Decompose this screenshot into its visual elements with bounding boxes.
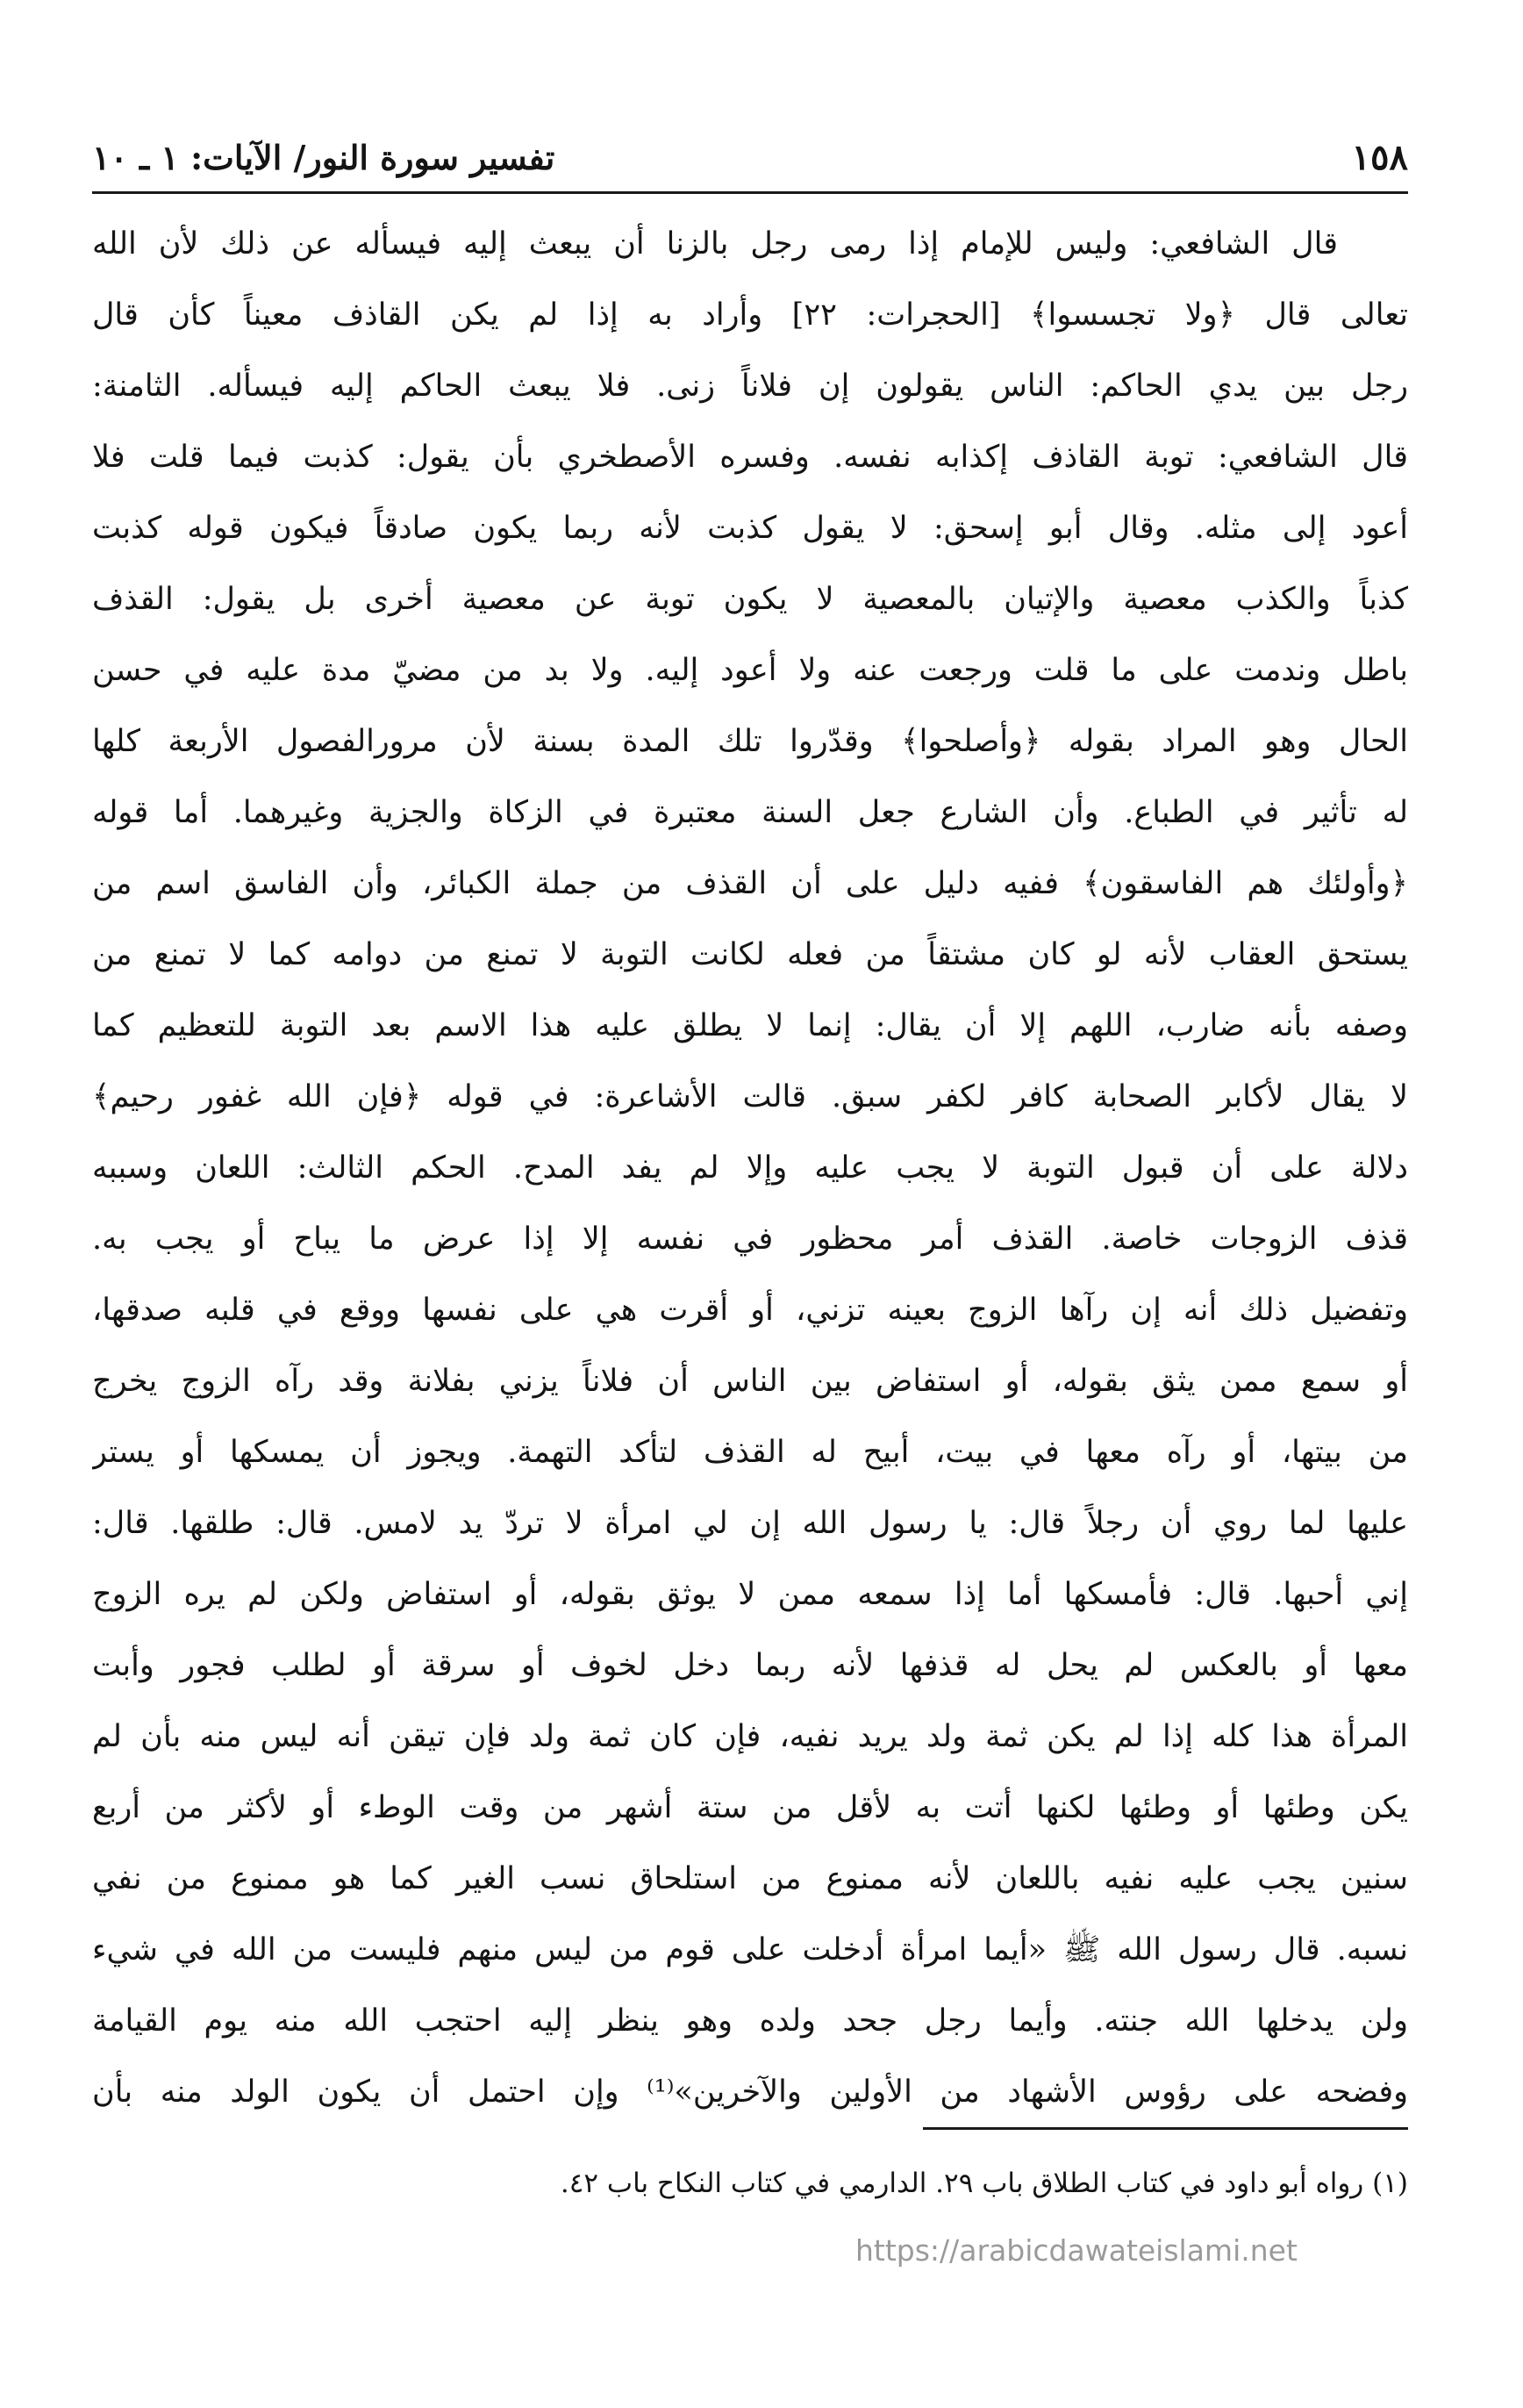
body-text	[92, 209, 1408, 2128]
text-line: يستحق العقاب لأنه لو كان مشتقاً من فعله لكانت التوبة لا تمنع من دوامه كما لا تمنع من	[92, 937, 1408, 972]
text-line: أعود إلى مثله. وقال أبو إسحق: لا يقول كذبت لأنه ربما يكون صادقاً فيكون قوله كذبت	[92, 511, 1408, 546]
text-line: المرأة هذا كله إذا لم يكن ثمة ولد يريد نفيه، فإن كان ثمة ولد فإن تيقن أنه ليس منه بأن لم	[92, 1719, 1408, 1754]
footnote-rule	[923, 2127, 1408, 2130]
text-line: إني أحبها. قال: فأمسكها أما إذا سمعه ممن لا يوثق بقوله، أو استفاض ولكن لم يره الزوج	[92, 1577, 1408, 1612]
text-line: وفضحه على رؤوس الأشهاد من الأولين والآخرين»⁽¹⁾ وإن احتمل أن يكون الولد منه بأن	[92, 2075, 1408, 2110]
text-line: من بيتها، أو رآه معها في بيت، أبيح له القذف لتأكد التهمة. ويجوز أن يمسكها أو يستر	[92, 1435, 1408, 1470]
text-line: ولن يدخلها الله جنته. وأيما رجل جحد ولده وهو ينظر إليه احتجب الله منه يوم القيامة	[92, 2003, 1408, 2039]
text-line: الحال وهو المراد بقوله ﴿وأصلحوا﴾ وقدّروا تلك المدة بسنة لأن مرورالفصول الأربعة كلها	[92, 724, 1408, 759]
text-line: وصفه بأنه ضارب، اللهم إلا أن يقال: إنما لا يطلق عليه هذا الاسم بعد التوبة للتعظيم كما	[92, 1008, 1408, 1043]
text-line: رجل بين يدي الحاكم: الناس يقولون إن فلاناً زنى. فلا يبعث الحاكم إليه فيسأله. الثامنة:	[92, 369, 1408, 404]
page-number: ١٥٨	[1351, 137, 1408, 178]
text-line: باطل وندمت على ما قلت ورجعت عنه ولا أعود إليه. ولا بد من مضيّ مدة عليه في حسن	[92, 653, 1408, 688]
text-line: عليها لما روي أن رجلاً قال: يا رسول الله إن لي امرأة لا تردّ يد لامس. قال: طلقها. قال:	[92, 1506, 1408, 1541]
running-title: تفسير سورة النور/ الآيات: ١ ـ ١٠	[92, 138, 555, 177]
text-line: لا يقال لأكابر الصحابة كافر لكفر سبق. قالت الأشاعرة: في قوله ﴿فإن الله غفور رحيم﴾	[92, 1079, 1408, 1114]
text-line: يكن وطئها أو وطئها لكنها أتت به لأقل من ستة أشهر من وقت الوطء أو لأكثر من أربع	[92, 1790, 1408, 1825]
text-line: قال الشافعي: وليس للإمام إذا رمى رجل بالزنا أن يبعث إليه فيسأله عن ذلك لأن الله	[92, 226, 1338, 262]
footnote: (١) رواه أبو داود في كتاب الطلاق باب ٢٩. الدارمي في كتاب النكاح باب ٤٢.	[560, 2168, 1408, 2199]
text-line: وتفضيل ذلك أنه إن رآها الزوج بعينه تزني، أو أقرت هي على نفسها ووقع في قلبه صدقها،	[92, 1293, 1408, 1328]
text-line: سنين يجب عليه نفيه باللعان لأنه ممنوع من استلحاق نسب الغير كما هو ممنوع من نفي	[92, 1861, 1408, 1896]
text-line: قال الشافعي: توبة القاذف إكذابه نفسه. وفسره الأصطخري بأن يقول: كذبت فيما قلت فلا	[92, 440, 1408, 475]
text-line: أو سمع ممن يثق بقوله، أو استفاض بين الناس أن فلاناً يزني بفلانة وقد رآه الزوج يخرج	[92, 1364, 1408, 1399]
text-line: كذباً والكذب معصية والإتيان بالمعصية لا يكون توبة عن معصية أخرى بل يقول: القذف	[92, 582, 1408, 617]
text-line: نسبه. قال رسول الله ﷺ «أيما امرأة أدخلت على قوم من ليس منهم فليست من الله في شيء	[92, 1932, 1408, 1967]
text-line: ﴿وأولئك هم الفاسقون﴾ ففيه دليل على أن القذف من جملة الكبائر، وأن الفاسق اسم من	[92, 866, 1408, 901]
text-line: قذف الزوجات خاصة. القذف أمر محظور في نفسه إلا إذا عرض ما يباح أو يجب به.	[92, 1222, 1408, 1257]
watermark-url: https://arabicdawateislami.net	[855, 2233, 1298, 2268]
text-line: تعالى قال ﴿ولا تجسسوا﴾ [الحجرات: ٢٢] وأراد به إذا لم يكن القاذف معيناً كأن قال	[92, 297, 1408, 333]
text-line: له تأثير في الطباع. وأن الشارع جعل السنة معتبرة في الزكاة والجزية وغيرهما. أما قوله	[92, 795, 1408, 830]
header-rule	[92, 191, 1408, 194]
page-header	[92, 130, 1408, 186]
text-line: معها أو بالعكس لم يحل له قذفها لأنه ربما دخل لخوف أو سرقة أو لطلب فجور وأبت	[92, 1648, 1408, 1683]
text-line: دلالة على أن قبول التوبة لا يجب عليه وإلا لم يفد المدح. الحكم الثالث: اللعان وسببه	[92, 1150, 1408, 1186]
